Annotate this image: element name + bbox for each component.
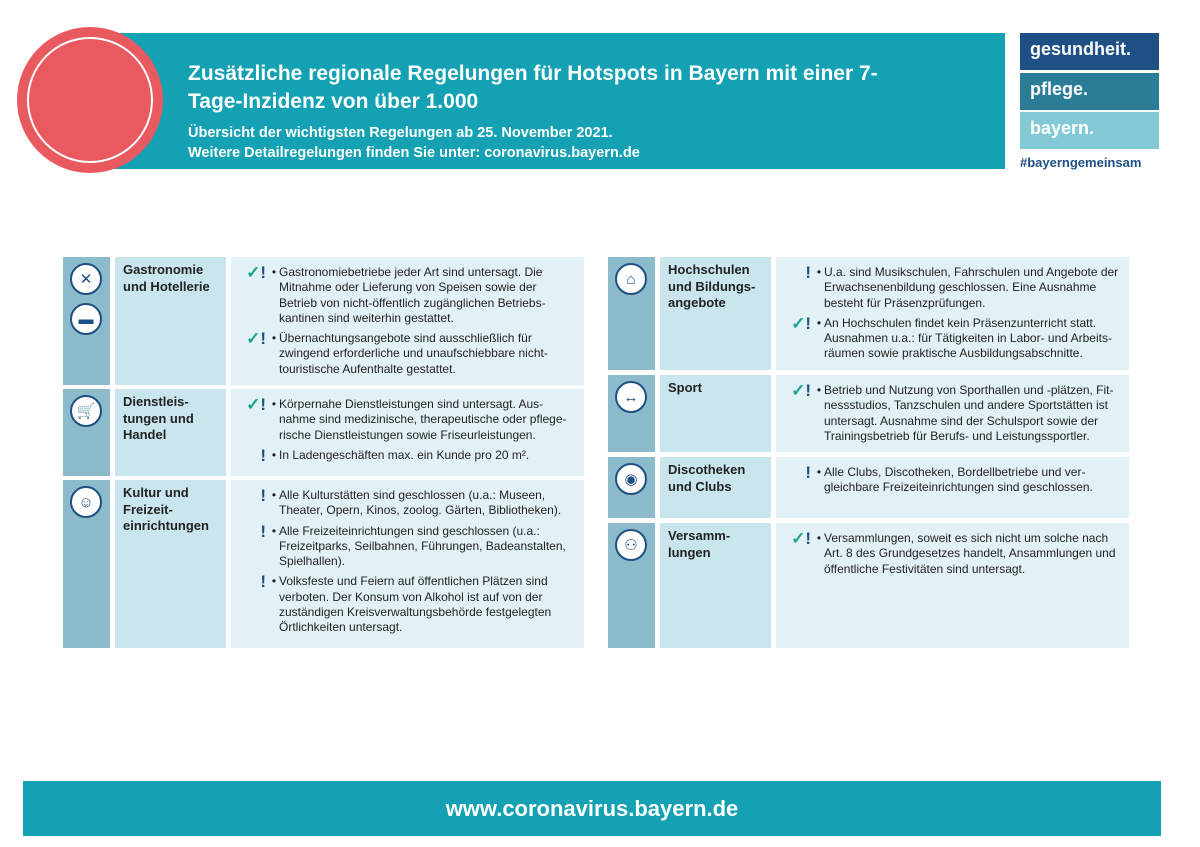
regulation-text: Gastronomiebetriebe jeder Art sind untersagt. Die Mitnahme oder Lieferung von Speisen sowie der Betrieb von nicht-öffentlich zugänglichen Betriebskantinen sind weiterhin gestattet. bbox=[279, 265, 546, 325]
logo-bayern: bayern. bbox=[1020, 112, 1159, 149]
icon-column bbox=[608, 523, 655, 648]
bullet: • bbox=[816, 383, 822, 397]
regulation-item bbox=[235, 397, 574, 443]
regulation-item bbox=[780, 383, 1119, 444]
regulation-text: Volksfeste und Feiern auf öffentlichen Plätzen sind verboten. Der Konsum von Alkohol ist auf von der zuständigen Kreisverwaltungsbehörde festgelegten Örtlichkeiten untersagt. bbox=[279, 574, 552, 635]
red-circle-logo bbox=[17, 27, 163, 173]
bullet: • bbox=[816, 531, 822, 545]
regulation-item bbox=[235, 574, 574, 635]
dumbbell-icon: ↔ bbox=[615, 381, 647, 413]
regulation-item bbox=[780, 465, 1119, 496]
page-title: Zusätzliche regionale Regelungen für Hotspots in Bayern mit einer 7-Tage-Inzidenz von über 1.000 bbox=[188, 62, 878, 113]
regulation-content bbox=[776, 457, 1129, 518]
regulation-text: Versammlungen, soweit es sich nicht um solche nach Art. 8 des Grundgesetzes handelt, Ansammlungen und öffentliche Festivitäten sind untersagt. bbox=[824, 531, 1116, 576]
regulation-item bbox=[235, 331, 574, 377]
exclamation-icon: ! bbox=[260, 445, 266, 465]
bullet: • bbox=[271, 331, 277, 346]
check-exclamation-icon: ✓! bbox=[791, 313, 811, 333]
logo-gesundheit: gesundheit. bbox=[1020, 33, 1159, 70]
regulation-content bbox=[231, 257, 584, 385]
check-exclamation-icon: ✓! bbox=[246, 329, 266, 349]
subtitle-link-line: Weitere Detailregelungen finden Sie unter: coronavirus.bayern.de bbox=[188, 145, 640, 161]
regulation-text: Alle Clubs, Discotheken, Bordellbetriebe und vergleichbare Freizeiteinrichtungen sind geschlossen. bbox=[824, 465, 1093, 495]
exclamation-icon: ! bbox=[260, 486, 266, 505]
category-label: Kultur und Freizeiteinrichtungen bbox=[115, 480, 226, 648]
check-exclamation-icon: ✓! bbox=[246, 263, 266, 282]
icon-column bbox=[608, 457, 655, 518]
category-label: Versammlungen bbox=[660, 523, 771, 648]
icon-column bbox=[63, 480, 110, 648]
category-label: Gastronomie und Hotellerie bbox=[115, 257, 226, 385]
regulation-text: Alle Freizeiteinrichtungen sind geschlossen (u.a.: Freizeitparks, Seilbahnen, Führungen, Badeanstalten, Spielhallen). bbox=[279, 523, 566, 569]
regulation-text: Alle Kulturstätten sind geschlossen (u.a.: Museen, Theater, Opern, Kinos, zoolog. Gärten, Bibliotheken). bbox=[279, 488, 562, 518]
icon-column bbox=[63, 257, 110, 385]
logo-pflege: pflege. bbox=[1020, 73, 1159, 110]
people-group-icon: ⚇ bbox=[615, 529, 647, 561]
regulation-content bbox=[776, 257, 1129, 370]
check-exclamation-icon: ✓! bbox=[246, 395, 266, 414]
icon-column bbox=[608, 257, 655, 370]
bullet: • bbox=[816, 315, 822, 330]
regulation-text: Betrieb und Nutzung von Sporthallen und -plätzen, Fitnessstudios, Tanzschulen und andere Sportstätten ist untersagt. Ausnahme sind der Schulsport sowie der Trainingsbetrieb für Berufs- und Leistungssportler. bbox=[824, 383, 1114, 443]
cutlery-icon: ✕ bbox=[70, 263, 102, 295]
bullet: • bbox=[816, 265, 822, 279]
regulation-text: Übernachtungsangebote sind ausschließlich für zwingend erforderliche und unaufschiebbare nicht-touristische Aufenthalte gestattet. bbox=[279, 331, 548, 376]
regulation-item bbox=[235, 265, 574, 326]
exclamation-icon: ! bbox=[805, 463, 811, 482]
bullet: • bbox=[271, 488, 277, 502]
bullet: • bbox=[816, 465, 822, 479]
theater-masks-icon: ☺ bbox=[70, 486, 102, 518]
category-label: Hochschulen und Bildungsangebote bbox=[660, 257, 771, 370]
icon-column bbox=[608, 375, 655, 452]
regulation-content bbox=[776, 375, 1129, 452]
record-player-icon: ◉ bbox=[615, 463, 647, 495]
bed-icon: ▬ bbox=[70, 303, 102, 335]
check-exclamation-icon: ✓! bbox=[791, 381, 811, 400]
bullet: • bbox=[271, 397, 277, 411]
hashtag: #bayerngemeinsam bbox=[1020, 155, 1142, 170]
regulation-text: Körpernahe Dienstleistungen sind untersagt. Ausnahme sind medizinische, therapeutische oder pflegerische Dienstleistungen sowie Friseurleistungen. bbox=[279, 397, 567, 442]
exclamation-icon: ! bbox=[260, 572, 266, 592]
regulation-item bbox=[235, 488, 574, 519]
regulation-item bbox=[235, 445, 574, 465]
regulation-text: In Ladengeschäften max. ein Kunde pro 20 m². bbox=[279, 447, 530, 462]
icon-column bbox=[63, 389, 110, 476]
regulation-content bbox=[231, 389, 584, 476]
category-label: Sport bbox=[660, 375, 771, 452]
regulation-item bbox=[235, 521, 574, 570]
regulation-content bbox=[231, 480, 584, 648]
page-subtitle bbox=[188, 123, 640, 163]
shopping-cart-icon: 🛒 bbox=[70, 395, 102, 427]
category-label: Dienstleistungen und Handel bbox=[115, 389, 226, 476]
category-label: Discotheken und Clubs bbox=[660, 457, 771, 518]
regulation-text: An Hochschulen findet kein Präsenzunterricht statt. Ausnahmen u.a.: für Tätigkeiten in Labor- und Arbeitsräumen sowie praktische Ausbildungsabschnitte. bbox=[824, 315, 1112, 361]
exclamation-icon: ! bbox=[260, 521, 266, 541]
footer-url[interactable]: www.coronavirus.bayern.de bbox=[23, 781, 1161, 836]
regulation-item bbox=[780, 265, 1119, 311]
bullet: • bbox=[271, 447, 277, 462]
regulation-content bbox=[776, 523, 1129, 648]
regulation-item bbox=[780, 313, 1119, 362]
bullet: • bbox=[271, 265, 277, 279]
bullet: • bbox=[271, 523, 277, 538]
subtitle-line: Übersicht der wichtigsten Regelungen ab 25. November 2021. bbox=[188, 125, 613, 141]
bullet: • bbox=[271, 574, 277, 589]
check-exclamation-icon: ✓! bbox=[791, 529, 811, 548]
exclamation-icon: ! bbox=[805, 263, 811, 282]
school-icon: ⌂ bbox=[615, 263, 647, 295]
regulation-text: U.a. sind Musikschulen, Fahrschulen und Angebote der Erwachsenenbildung geschlossen. Eine Ausnahme besteht für Präsenzprüfungen. bbox=[824, 265, 1119, 310]
regulation-item bbox=[780, 531, 1119, 577]
